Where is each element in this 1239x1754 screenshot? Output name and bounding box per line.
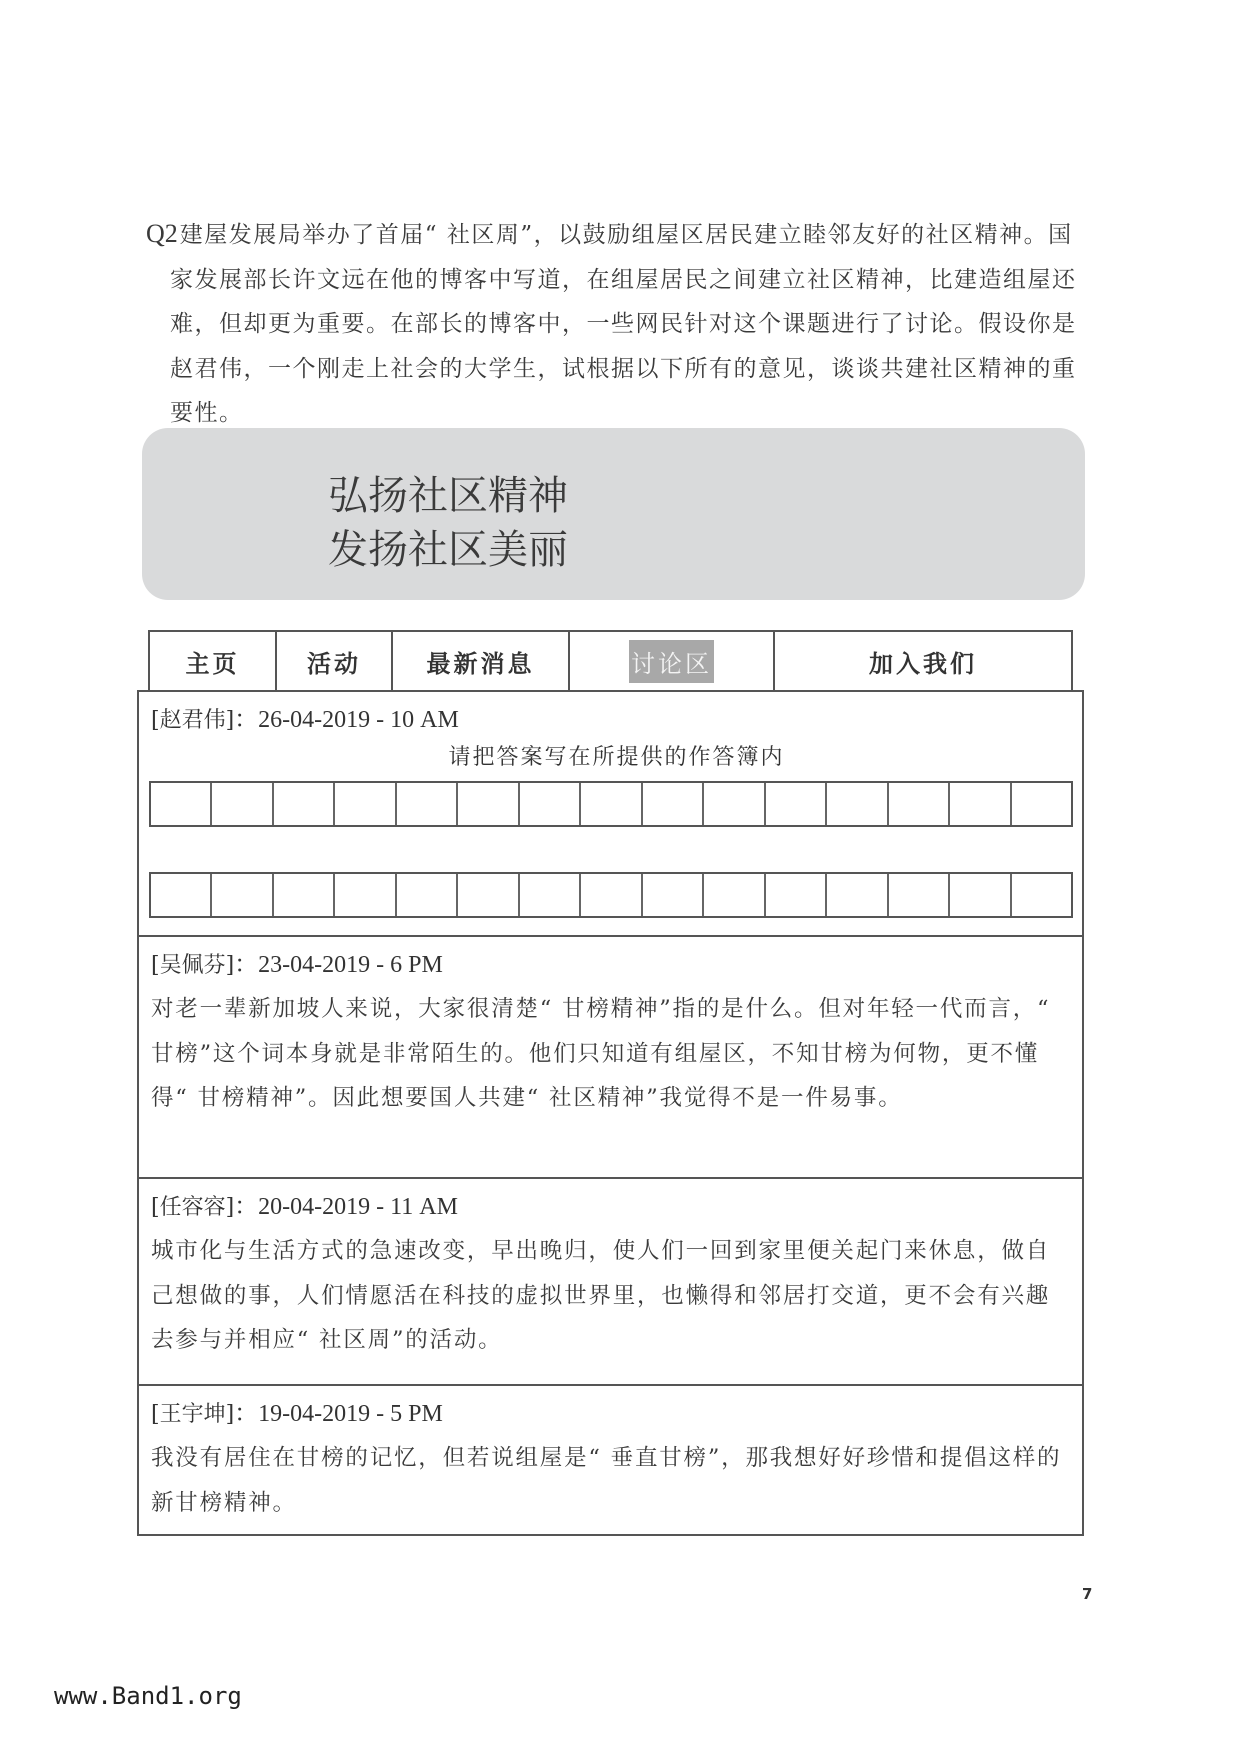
- post-header: [151, 1189, 1082, 1225]
- answer-grid-cell[interactable]: [581, 874, 642, 916]
- post-header: [151, 702, 1082, 738]
- answer-grid-cell[interactable]: [397, 874, 458, 916]
- answer-grid-cell[interactable]: [151, 874, 212, 916]
- post-body: 城市化与生活方式的急速改变，早出晚归，使人们一回到家里便关起门来休息，做自己想做的事，人们情愿活在科技的虚拟世界里，也懒得和邻居打交道，更不会有兴趣去参与并相应“ 社区周”的活动。: [151, 1238, 1051, 1353]
- answer-grid-cell[interactable]: [151, 783, 212, 825]
- answer-grid-cell[interactable]: [274, 874, 335, 916]
- banner-slogan-line-1: 弘扬社区精神: [328, 473, 568, 519]
- watermark: www.Band1.org: [54, 1682, 242, 1710]
- answer-grid-cell[interactable]: [704, 874, 765, 916]
- post-timestamp: ：19-04-2019 - 5 PM: [234, 1401, 443, 1427]
- forum-post: [139, 692, 1082, 937]
- nav-tab-forum[interactable]: [570, 632, 775, 690]
- post-author: [任容容]: [151, 1195, 235, 1220]
- answer-grid-cell[interactable]: [335, 874, 396, 916]
- post-timestamp: ：20-04-2019 - 11 AM: [234, 1194, 458, 1220]
- answer-grid-cell[interactable]: [704, 783, 765, 825]
- question-number: Q2: [146, 219, 178, 248]
- answer-grid-cell[interactable]: [827, 783, 888, 825]
- answer-grid-cell[interactable]: [889, 874, 950, 916]
- answer-grid-cell[interactable]: [1012, 783, 1071, 825]
- answer-grid-cell[interactable]: [766, 874, 827, 916]
- answer-grid-row: [149, 872, 1073, 918]
- post-author: [赵君伟]: [151, 708, 235, 733]
- answer-grid-cell[interactable]: [581, 783, 642, 825]
- answer-grid-cell[interactable]: [212, 783, 273, 825]
- answer-grid-cell[interactable]: [766, 783, 827, 825]
- forum-post: [139, 1386, 1082, 1534]
- post-body: 我没有居住在甘榜的记忆，但若说组屋是“ 垂直甘榜”，那我想好好珍惜和提倡这样的新甘榜精神。: [151, 1445, 1062, 1516]
- answer-grid-cell[interactable]: [397, 783, 458, 825]
- answer-grid-row: [149, 781, 1073, 827]
- answer-grid-cell[interactable]: [212, 874, 273, 916]
- post-header: [151, 947, 1082, 983]
- post-author: [吴佩芬]: [151, 953, 235, 978]
- forum-post: [139, 1179, 1082, 1386]
- answer-grid-cell[interactable]: [274, 783, 335, 825]
- post-author: [王宇坤]: [151, 1402, 235, 1427]
- answer-grid-cell[interactable]: [520, 783, 581, 825]
- page-number: 7: [1082, 1585, 1093, 1603]
- nav-tab-label: 讨论区: [629, 640, 714, 683]
- nav-tab-label: 主页: [185, 648, 240, 678]
- post-header: [151, 1396, 1082, 1432]
- answer-grid-cell[interactable]: [889, 783, 950, 825]
- nav-tab-label: 最新消息: [426, 648, 535, 678]
- question-paragraph: [146, 212, 1081, 436]
- answer-grid-cell[interactable]: [458, 874, 519, 916]
- post-timestamp: ：23-04-2019 - 6 PM: [234, 952, 443, 978]
- nav-tab-label: 加入我们: [869, 648, 977, 678]
- answer-grid-cell[interactable]: [458, 783, 519, 825]
- nav-tab-latest-news[interactable]: [393, 632, 570, 690]
- answer-grid-cell[interactable]: [827, 874, 888, 916]
- forum-posts: [137, 690, 1084, 1536]
- answer-grid-cell[interactable]: [520, 874, 581, 916]
- answer-grid-cell[interactable]: [1012, 874, 1071, 916]
- site-nav: [148, 630, 1073, 690]
- question-text: 建屋发展局举办了首届“ 社区周”，以鼓励组屋区居民建立睦邻友好的社区精神。国家发展部长许文远在他的博客中写道，在组屋居民之间建立社区精神，比建造组屋还难，但却更为重要。在部长的博客中，一些网民针对这个课题进行了讨论。假设你是赵君伟，一个刚走上社会的大学生，试根据以下所有的意见，谈谈共建社区精神的重要性。: [170, 222, 1077, 426]
- site-banner: [142, 428, 1085, 600]
- question-block: [146, 212, 1081, 436]
- post-timestamp: ：26-04-2019 - 10 AM: [234, 707, 459, 733]
- forum-post: [139, 937, 1082, 1179]
- banner-slogan-line-2: 发扬社区美丽: [328, 527, 568, 573]
- answer-grid-cell[interactable]: [643, 783, 704, 825]
- nav-tab-activities[interactable]: [277, 632, 393, 690]
- answer-grid-cell[interactable]: [950, 874, 1011, 916]
- nav-tab-join-us[interactable]: [775, 632, 1071, 690]
- answer-grid-cell[interactable]: [643, 874, 704, 916]
- answer-instruction: 请把答案写在所提供的作答簿内: [448, 745, 785, 770]
- answer-grid-cell[interactable]: [335, 783, 396, 825]
- nav-tab-home[interactable]: [150, 632, 277, 690]
- nav-tab-label: 活动: [307, 648, 361, 678]
- answer-grid-cell[interactable]: [950, 783, 1011, 825]
- post-body: 对老一辈新加坡人来说，大家很清楚“ 甘榜精神”指的是什么。但对年轻一代而言，“ 甘榜”这个词本身就是非常陌生的。他们只知道有组屋区，不知甘榜为何物，更不懂得“ 甘榜精神”。因此想要国人共建“ 社区精神”我觉得不是一件易事。: [151, 996, 1051, 1111]
